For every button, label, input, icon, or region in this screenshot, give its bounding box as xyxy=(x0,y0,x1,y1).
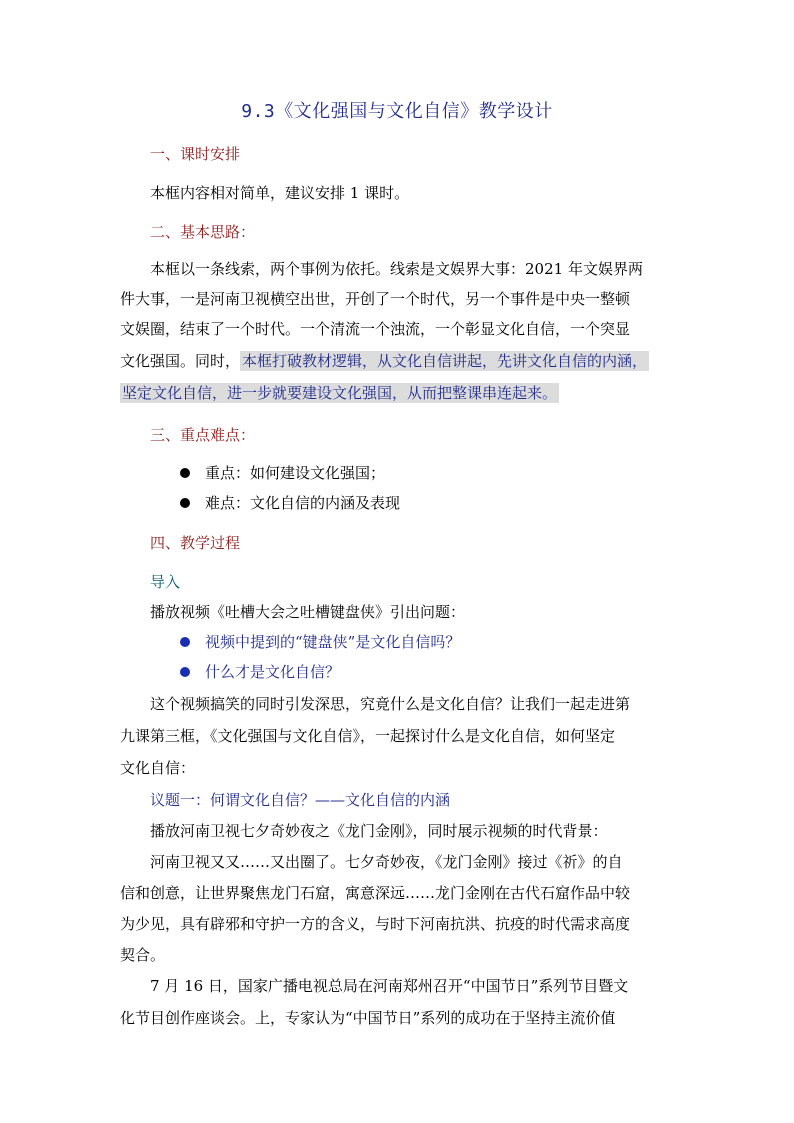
para2-line-1: 河南卫视又又……又出圈了。七夕奇妙夜，《龙门金刚》接过《祈》的自 xyxy=(150,853,623,871)
section-heading-keypoints: 三、重点难点： xyxy=(150,426,256,444)
play-text: 播放河南卫视七夕奇妙夜之《龙门金刚》，同时展示视频的时代背景： xyxy=(150,822,608,840)
approach-highlight-1: 本框打破教材逻辑，从文化自信讲起，先讲文化自信的内涵， xyxy=(242,352,648,370)
question-item-2: 什么才是文化自信？ xyxy=(205,663,341,681)
approach-line-1: 本框以一条线索，两个事例为依托。线索是文娱界大事：2021 年文娱界两 xyxy=(150,260,643,278)
section-heading-schedule: 一、课时安排 xyxy=(150,145,241,163)
approach-line-2: 件大事，一是河南卫视横空出世，开创了一个时代，另一个事件是中央一整顿 xyxy=(120,290,631,308)
section-heading-process: 四、教学过程 xyxy=(150,534,241,552)
para1-line-3: 文化自信： xyxy=(120,759,196,777)
bullet-icon xyxy=(180,498,190,508)
para3-line-1: 7 月 16 日，国家广播电视总局在河南郑州召开“中国节日”系列节目暨文 xyxy=(150,977,629,995)
document-title: 9.3《文化强国与文化自信》教学设计 xyxy=(241,101,553,122)
approach-line-4 xyxy=(120,350,649,371)
question-item-1: 视频中提到的“键盘侠”是文化自信吗？ xyxy=(205,633,461,651)
bullet-icon xyxy=(180,667,190,677)
para2-line-3: 为少见，具有辟邪和守护一方的含义，与时下河南抗洪、抗疫的时代需求高度 xyxy=(120,915,631,933)
intro-label: 导入 xyxy=(150,573,181,591)
keypoint-item-2: 难点：文化自信的内涵及表现 xyxy=(205,494,401,512)
approach-highlight-2: 坚定文化自信，进一步就要建设文化强国，从而把整课串连起来。 xyxy=(122,384,558,402)
bullet-icon xyxy=(180,468,190,478)
para2-line-4: 契合。 xyxy=(120,946,166,964)
approach-line-3: 文娱圈，结束了一个时代。一个清流一个浊流，一个彰显文化自信，一个突显 xyxy=(120,320,631,338)
approach-line-4-start: 文化强国。同时， xyxy=(120,352,241,370)
topic-one: 议题一：何谓文化自信？——文化自信的内涵 xyxy=(150,791,451,809)
schedule-text: 本框内容相对简单，建议安排 1 课时。 xyxy=(150,184,410,202)
para2-line-2: 信和创意，让世界聚焦龙门石窟，寓意深远……龙门金刚在古代石窟作品中较 xyxy=(120,884,631,902)
para1-line-1: 这个视频搞笑的同时引发深思，究竟什么是文化自信？让我们一起走进第 xyxy=(150,695,631,713)
approach-line-5 xyxy=(120,382,559,403)
keypoint-item-1: 重点：如何建设文化强国； xyxy=(205,464,386,482)
section-heading-approach: 二、基本思路： xyxy=(150,223,256,241)
para1-line-2: 九课第三框，《文化强国与文化自信》，一起探讨什么是文化自信，如何坚定 xyxy=(120,727,616,745)
intro-text: 播放视频《吐槽大会之吐槽键盘侠》引出问题： xyxy=(150,603,466,621)
para3-line-2: 化节目创作座谈会。上，专家认为“中国节日”系列的成功在于坚持主流价值 xyxy=(120,1009,616,1027)
bullet-icon xyxy=(180,637,190,647)
